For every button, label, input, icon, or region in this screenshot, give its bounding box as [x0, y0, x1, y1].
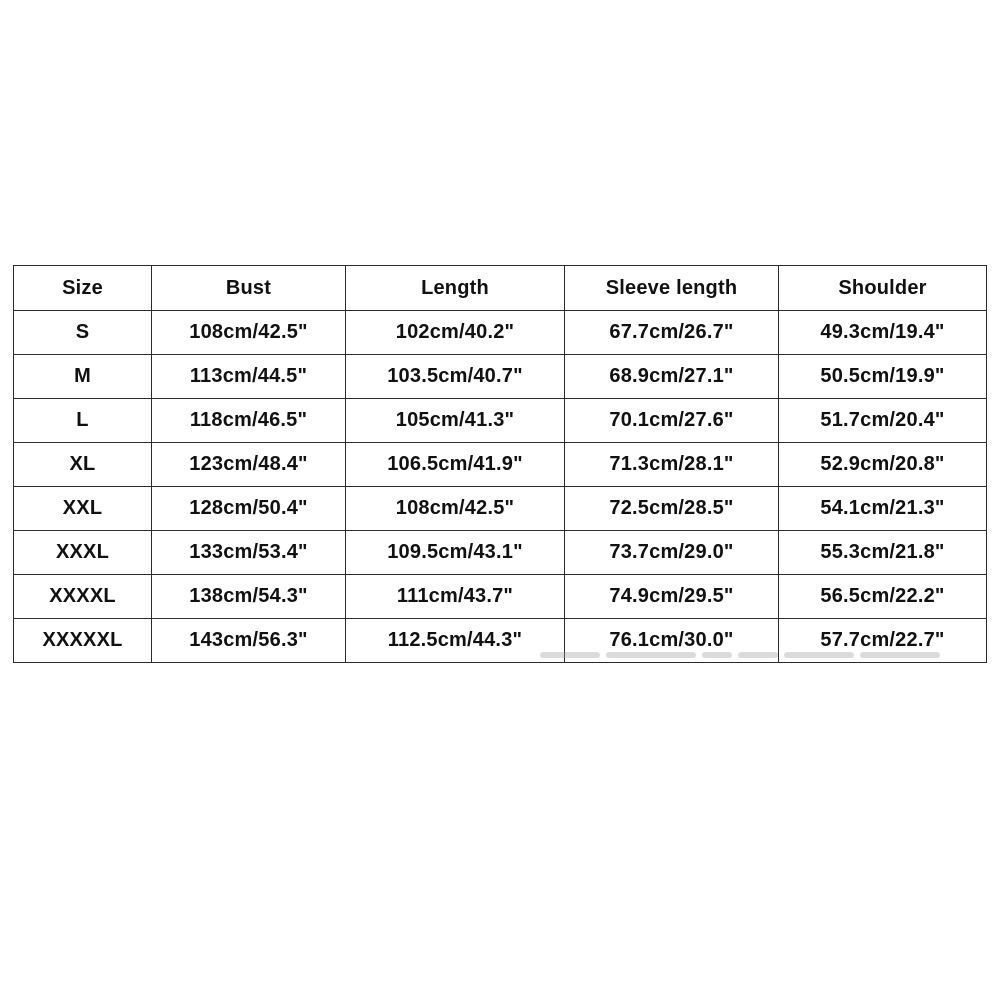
cell-size: S	[14, 311, 152, 355]
cell-bust: 143cm/56.3"	[152, 619, 346, 663]
header-shoulder: Shoulder	[779, 266, 987, 311]
cell-size: XXXXXL	[14, 619, 152, 663]
cell-sleeve-length: 73.7cm/29.0"	[565, 531, 779, 575]
cell-sleeve-length: 76.1cm/30.0"	[565, 619, 779, 663]
header-length: Length	[346, 266, 565, 311]
cell-size: XXXL	[14, 531, 152, 575]
cell-bust: 108cm/42.5"	[152, 311, 346, 355]
cell-bust: 128cm/50.4"	[152, 487, 346, 531]
cell-bust: 118cm/46.5"	[152, 399, 346, 443]
table-row	[14, 311, 987, 355]
cell-shoulder: 54.1cm/21.3"	[779, 487, 987, 531]
cell-size: XXL	[14, 487, 152, 531]
cell-size: XXXXL	[14, 575, 152, 619]
table-row	[14, 399, 987, 443]
cell-sleeve-length: 70.1cm/27.6"	[565, 399, 779, 443]
cell-length: 106.5cm/41.9"	[346, 443, 565, 487]
cell-length: 105cm/41.3"	[346, 399, 565, 443]
cell-sleeve-length: 72.5cm/28.5"	[565, 487, 779, 531]
cell-sleeve-length: 74.9cm/29.5"	[565, 575, 779, 619]
watermark-residue	[540, 652, 980, 664]
cell-shoulder: 55.3cm/21.8"	[779, 531, 987, 575]
cell-sleeve-length: 67.7cm/26.7"	[565, 311, 779, 355]
cell-length: 112.5cm/44.3"	[346, 619, 565, 663]
cell-bust: 123cm/48.4"	[152, 443, 346, 487]
cell-size: L	[14, 399, 152, 443]
cell-bust: 138cm/54.3"	[152, 575, 346, 619]
cell-length: 108cm/42.5"	[346, 487, 565, 531]
table-header-row	[14, 266, 987, 311]
cell-shoulder: 50.5cm/19.9"	[779, 355, 987, 399]
cell-shoulder: 57.7cm/22.7"	[779, 619, 987, 663]
table-row	[14, 443, 987, 487]
table-row	[14, 487, 987, 531]
cell-shoulder: 49.3cm/19.4"	[779, 311, 987, 355]
cell-length: 111cm/43.7"	[346, 575, 565, 619]
size-chart	[13, 265, 986, 663]
header-size: Size	[14, 266, 152, 311]
size-table	[13, 265, 987, 663]
table-row	[14, 355, 987, 399]
cell-sleeve-length: 71.3cm/28.1"	[565, 443, 779, 487]
cell-size: XL	[14, 443, 152, 487]
header-bust: Bust	[152, 266, 346, 311]
cell-length: 109.5cm/43.1"	[346, 531, 565, 575]
cell-length: 102cm/40.2"	[346, 311, 565, 355]
cell-bust: 113cm/44.5"	[152, 355, 346, 399]
cell-sleeve-length: 68.9cm/27.1"	[565, 355, 779, 399]
cell-shoulder: 56.5cm/22.2"	[779, 575, 987, 619]
cell-bust: 133cm/53.4"	[152, 531, 346, 575]
cell-length: 103.5cm/40.7"	[346, 355, 565, 399]
header-sleeve-length: Sleeve length	[565, 266, 779, 311]
table-row	[14, 531, 987, 575]
cell-shoulder: 52.9cm/20.8"	[779, 443, 987, 487]
cell-shoulder: 51.7cm/20.4"	[779, 399, 987, 443]
cell-size: M	[14, 355, 152, 399]
table-row	[14, 575, 987, 619]
